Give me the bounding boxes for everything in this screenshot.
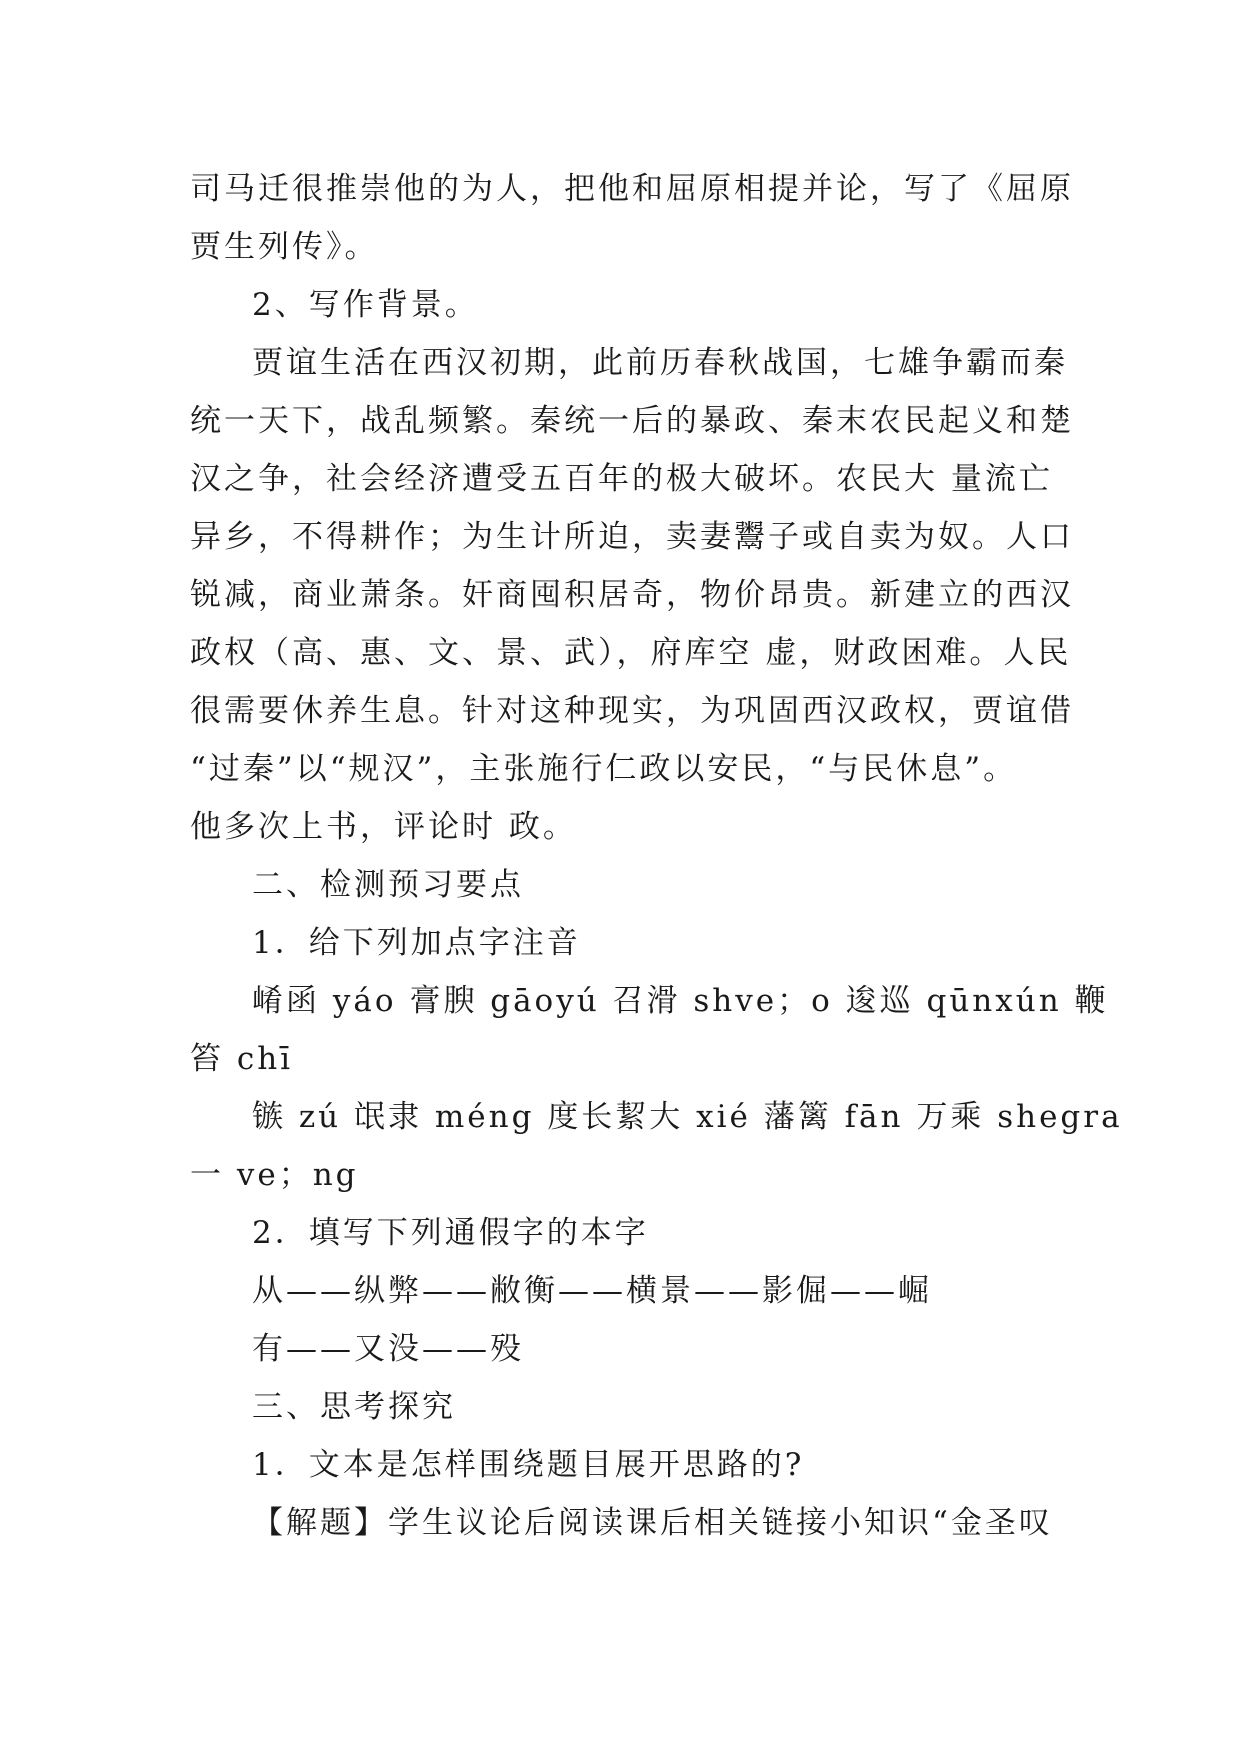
text-line: 司马迁很推崇他的为人，把他和屈原相提并论，写了《屈原 <box>190 171 1074 207</box>
question-heading: 1．文本是怎样围绕题目展开思路的? <box>252 1447 805 1483</box>
pinyin-line: 崤函 yáo 膏腴 gāoyú 召滑 shve；o 逡巡 qūnxún 鞭 <box>252 983 1109 1019</box>
paragraph-start: 贾谊生活在西汉初期，此前历春秋战国，七雄争霸而秦 <box>252 345 1068 381</box>
section-heading: 二、检测预习要点 <box>252 867 524 903</box>
text-line: 政权（高、惠、文、景、武），府库空 虚，财政困难。人民 <box>190 635 1072 671</box>
text-line: 贾生列传》。 <box>190 229 379 265</box>
question-heading: 2．填写下列通假字的本字 <box>252 1215 649 1251</box>
answer-line: 有——又没——殁 <box>252 1331 524 1367</box>
text-line: 统一天下，战乱频繁。秦统一后的暴政、秦末农民起义和楚 <box>190 403 1074 439</box>
text-line: 他多次上书，评论时 政。 <box>190 809 577 845</box>
section-heading: 2、写作背景。 <box>252 287 479 323</box>
text-line: 很需要休养生息。针对这种现实，为巩固西汉政权，贾谊借 <box>190 693 1074 729</box>
text-line: 锐减，商业萧条。奸商囤积居奇，物价昂贵。新建立的西汉 <box>190 577 1074 613</box>
text-line: 汉之争，社会经济遭受五百年的极大破坏。农民大 量流亡 <box>190 461 1053 497</box>
pinyin-line: 一 ve；ng <box>190 1157 359 1193</box>
question-heading: 1．给下列加点字注音 <box>252 925 581 961</box>
document-body <box>190 160 1123 1552</box>
text-line: 异乡，不得耕作；为生计所迫，卖妻鬻子或自卖为奴。人口 <box>190 519 1074 555</box>
pinyin-line: 镞 zú 氓隶 méng 度长絜大 xié 藩篱 fān 万乘 shegra <box>252 1099 1123 1135</box>
answer-line: 从——纵弊——敝衡——横景——影倔——崛 <box>252 1273 932 1309</box>
text-line: “过秦”以“规汉”，主张施行仁政以安民，“与民休息”。 <box>190 751 1018 787</box>
answer-line: 【解题】学生议论后阅读课后相关链接小知识“金圣叹 <box>252 1505 1053 1541</box>
section-heading: 三、思考探究 <box>252 1389 456 1425</box>
pinyin-line: 笞 chī <box>190 1041 294 1077</box>
